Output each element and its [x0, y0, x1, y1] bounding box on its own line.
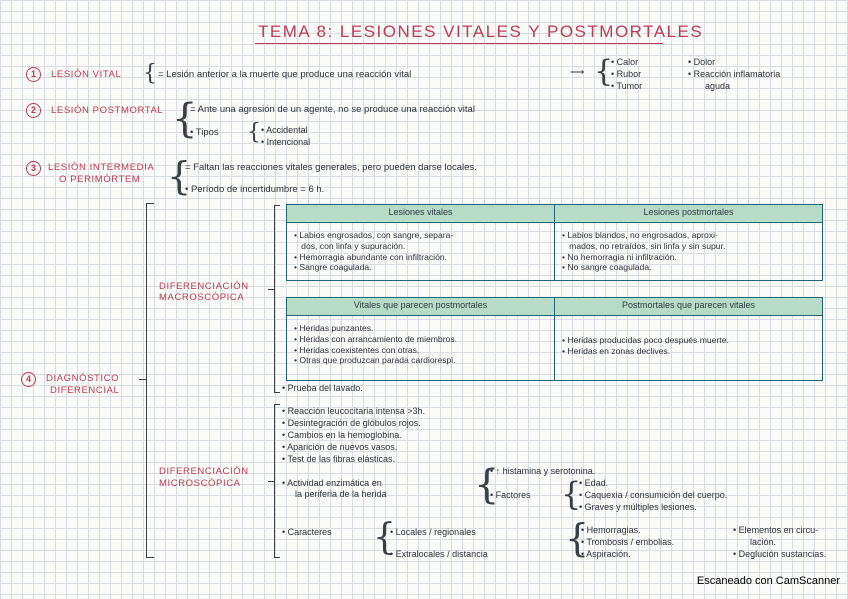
enzimatica-line1: • Actividad enzimática en: [282, 478, 382, 488]
table-2-cell-vitales: • Heridas punzantes. • Heridas con arrancamiento de miembros. • Heridas coexistentes con otras. • Otras que produzcan parada cardiorespi.: [294, 323, 458, 366]
efecto-deglucion: • Deglución sustancias.: [733, 549, 827, 559]
section-4-brace-tip: [139, 379, 146, 380]
scanner-watermark: Escaneado con CamScanner: [696, 575, 840, 587]
micro-item-1: • Reacción leucocitaria intensa >3h.: [282, 406, 425, 416]
section-3-brace: {: [167, 154, 192, 198]
section-1-heading: LESIÓN VITAL: [51, 69, 122, 80]
caracter-locales: • Locales / regionales: [390, 527, 476, 537]
section-2-brace: {: [172, 96, 198, 142]
caracteres-brace: {: [373, 517, 396, 558]
section-4-heading-line2: DIFERENCIAL: [50, 385, 120, 396]
macro-heading-line2: MACROSCÓPICA: [159, 292, 245, 303]
sign-tumor: • Tumor: [611, 81, 643, 91]
prueba-lavado: • Prueba del lavado.: [282, 383, 363, 393]
micro-item-4: • Aparición de nuevos vasos.: [282, 442, 398, 452]
tipo-accidental: • Accidental: [261, 125, 308, 135]
section-1-brace: {: [143, 61, 157, 86]
enzimatica-brace: {: [474, 462, 500, 508]
factor-caquexia: • Caquexia / consumición del cuerpo.: [579, 490, 728, 500]
section-2-heading: LESIÓN POSTMORTAL: [51, 105, 164, 116]
section-1-list-brace: {: [594, 54, 614, 89]
page-title: TEMA 8: LESIONES VITALES Y POSTMORTALES: [258, 22, 704, 41]
caracteres-label: • Caracteres: [282, 527, 332, 537]
section-4-heading-line1: DIAGNÓSTICO: [46, 373, 120, 384]
macro-brace-bottom: [274, 392, 280, 393]
factor-edad: • Edad.: [579, 478, 609, 488]
section-1-number: 1: [26, 67, 41, 82]
factores-label: • Factores: [490, 490, 531, 500]
factor-lesiones: • Graves y múltiples lesiones.: [579, 502, 697, 512]
table-1-header-vitales: Lesiones vitales: [388, 207, 453, 217]
micro-heading-line2: MICROSCÓPICA: [159, 478, 241, 489]
micro-brace-line: [274, 404, 275, 558]
macro-heading-line1: DIFERENCIACIÓN: [159, 281, 249, 292]
micro-brace-top: [274, 404, 280, 405]
table-1-cell-postmortales: • Labios blandos, no engrosados, aproxi- mados, no retraídos, sin linfa y sin supur. • No hemorragia ni infiltración. • No sangre coagulada.: [562, 230, 726, 273]
sign-reaccion: • Reacción inflamatoria: [688, 69, 781, 79]
table-2-header-postmortales: Postmortales que parecen vitales: [621, 300, 756, 310]
section-3-heading-line1: LESIÓN INTERMEDIA: [48, 162, 155, 173]
efecto-hemorragias: • Hemorragias.: [581, 525, 641, 535]
table-vitales-postmortales: [286, 204, 823, 281]
micro-item-2: • Desintegración de glóbulos rojos.: [282, 418, 421, 428]
micro-heading-line1: DIFERENCIACIÓN: [159, 466, 249, 477]
section-4-number: 4: [21, 372, 36, 387]
efecto-elementos: • Elementos en circu-: [733, 525, 819, 535]
enzimatica-line2: la periferia de la herida: [295, 489, 387, 499]
section-1-definition: = Lesión anterior a la muerte que produce una reacción vital: [158, 69, 412, 80]
section-3-heading-line2: O PERIMÓRTEM: [59, 174, 141, 185]
section-2-definition: = Ante una agresión de un agente, no se produce una reacción vital: [190, 104, 475, 115]
extralocales-brace: {: [565, 516, 590, 560]
tipos-brace: {: [247, 120, 261, 145]
sign-aguda: aguda: [705, 81, 731, 91]
macro-brace-tip: [268, 289, 274, 290]
micro-brace-tip: [268, 481, 274, 482]
efecto-aspiracion: • Aspiración.: [581, 549, 631, 559]
section-3-line1: = Faltan las reacciones vitales generales, pero pueden darse locales.: [185, 162, 477, 173]
sign-calor: • Calor: [611, 57, 639, 67]
caracter-extralocales: • Extralocales / distancia: [390, 549, 488, 559]
title-underline: [255, 43, 663, 44]
section-4-brace-bottom: [146, 557, 154, 558]
sign-rubor: • Rubor: [611, 69, 642, 79]
macro-brace-line: [274, 205, 275, 393]
factores-brace: {: [561, 475, 582, 513]
section-3-number: 3: [26, 161, 41, 176]
table-1-header-postmortales: Lesiones postmortales: [643, 207, 734, 217]
section-3-line2: • Período de incertidumbre = 6 h.: [185, 184, 325, 195]
histamina: • ↑ histamina y serotonina.: [490, 466, 596, 476]
arrow-icon: ⟶: [570, 67, 585, 78]
sign-dolor: • Dolor: [688, 57, 716, 67]
table-2-header-vitales: Vitales que parecen postmortales: [353, 300, 488, 310]
micro-item-3: • Cambios en la hemoglobina.: [282, 430, 402, 440]
micro-item-5: • Test de las fibras elásticas.: [282, 454, 396, 464]
section-4-brace-top: [146, 203, 154, 204]
efecto-circulacion: lación.: [750, 537, 777, 547]
macro-brace-top: [274, 205, 280, 206]
section-2-tipos-label: • Tipos: [190, 127, 219, 138]
tipo-intencional: • Intencional: [261, 137, 311, 147]
section-2-number: 2: [26, 103, 41, 118]
table-2-divider: [554, 298, 555, 380]
efecto-trombosis: • Trombosis / embolias.: [581, 537, 675, 547]
section-4-brace-line: [146, 203, 147, 558]
table-apariencias: [286, 297, 823, 381]
table-1-cell-vitales: • Labios engrosados, con sangre, separa- dos, con linfa y supuración. • Hemorragia abundante con infiltración. • Sangre coagulada.: [294, 230, 454, 273]
table-2-cell-postmortales: • Heridas producidas poco después muerte. • Heridas en zonas declives.: [562, 335, 729, 356]
micro-brace-bottom: [274, 557, 280, 558]
